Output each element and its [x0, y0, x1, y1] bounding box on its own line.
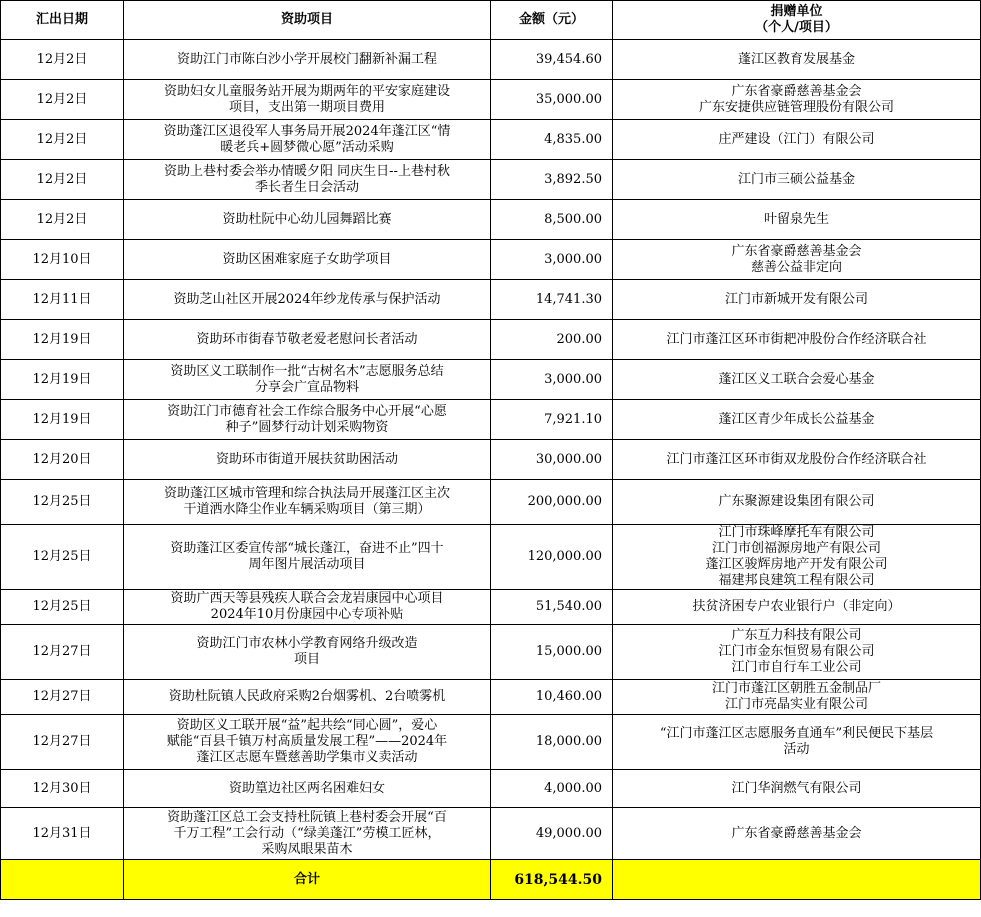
- row-amount: 4,835.00: [491, 120, 613, 160]
- row-date: 12月2日: [1, 160, 124, 200]
- row-date: 12月10日: [1, 240, 124, 280]
- row-project: 资助蓬江区退役军人事务局开展2024年蓬江区“情 暖老兵+圆梦微心愿”活动采购: [124, 120, 491, 160]
- row-donor: 庄严建设（江门）有限公司: [613, 120, 981, 160]
- row-donor: 广东省豪爵慈善基金会: [613, 808, 981, 860]
- row-date: 12月19日: [1, 400, 124, 440]
- row-project: 资助江门市农林小学教育网络升级改造 项目: [124, 625, 491, 680]
- row-project: 资助妇女儿童服务站开展为期两年的平安家庭建设 项目，支出第一期项目费用: [124, 80, 491, 120]
- table-row: [1, 770, 981, 808]
- row-donor: 扶贫济困专户农业银行户（非定向）: [613, 590, 981, 625]
- table-row: [1, 160, 981, 200]
- table-row: [1, 440, 981, 480]
- row-amount: 39,454.60: [491, 40, 613, 80]
- row-date: 12月2日: [1, 40, 124, 80]
- row-project: 资助区困难家庭子女助学项目: [124, 240, 491, 280]
- header-amount: 金额（元）: [491, 1, 613, 40]
- row-project: 资助篁边社区两名困难妇女: [124, 770, 491, 808]
- row-donor: 江门市蓬江区环市街耙冲股份合作经济联合社: [613, 320, 981, 360]
- row-date: 12月27日: [1, 715, 124, 770]
- table-row: [1, 715, 981, 770]
- row-donor: 广东省豪爵慈善基金会 慈善公益非定向: [613, 240, 981, 280]
- row-donor: 广东聚源建设集团有限公司: [613, 480, 981, 525]
- row-project: 资助江门市德育社会工作综合服务中心开展“心愿 种子”圆梦行动计划采购物资: [124, 400, 491, 440]
- row-amount: 51,540.00: [491, 590, 613, 625]
- row-project: 资助蓬江区城市管理和综合执法局开展蓬江区主次 干道洒水降尘作业车辆采购项目（第三期）: [124, 480, 491, 525]
- row-donor: 蓬江区教育发展基金: [613, 40, 981, 80]
- row-project: 资助区义工联制作一批“古树名木”志愿服务总结 分享会广宣品物料: [124, 360, 491, 400]
- header-donor: 捐赠单位 （个人/项目）: [613, 1, 981, 40]
- table-row: [1, 80, 981, 120]
- row-donor: 江门市蓬江区朝胜五金制品厂 江门市亮晶实业有限公司: [613, 680, 981, 715]
- row-donor: 江门市珠峰摩托车有限公司 江门市创福源房地产有限公司 蓬江区骏辉房地产开发有限公司 福建邦良建筑工程有限公司: [613, 525, 981, 590]
- row-amount: 4,000.00: [491, 770, 613, 808]
- row-project: 资助杜阮中心幼儿园舞蹈比赛: [124, 200, 491, 240]
- table-row: [1, 240, 981, 280]
- row-amount: 14,741.30: [491, 280, 613, 320]
- row-date: 12月20日: [1, 440, 124, 480]
- table-row: [1, 320, 981, 360]
- total-label: 合计: [124, 860, 491, 900]
- row-date: 12月25日: [1, 480, 124, 525]
- row-amount: 3,000.00: [491, 240, 613, 280]
- row-date: 12月27日: [1, 680, 124, 715]
- row-amount: 7,921.10: [491, 400, 613, 440]
- row-project: 资助芝山社区开展2024年纱龙传承与保护活动: [124, 280, 491, 320]
- row-project: 资助环市街道开展扶贫助困活动: [124, 440, 491, 480]
- row-amount: 200,000.00: [491, 480, 613, 525]
- header-row: [1, 1, 981, 40]
- row-project: 资助杜阮镇人民政府采购2台烟雾机、2台喷雾机: [124, 680, 491, 715]
- row-date: 12月2日: [1, 80, 124, 120]
- table-row: [1, 480, 981, 525]
- row-amount: 18,000.00: [491, 715, 613, 770]
- row-date: 12月25日: [1, 525, 124, 590]
- row-amount: 120,000.00: [491, 525, 613, 590]
- row-donor: 蓬江区青少年成长公益基金: [613, 400, 981, 440]
- header-date: 汇出日期: [1, 1, 124, 40]
- row-amount: 35,000.00: [491, 80, 613, 120]
- row-date: 12月11日: [1, 280, 124, 320]
- table-row: [1, 120, 981, 160]
- row-project: 资助上巷村委会举办情暖夕阳 同庆生日--上巷村秋 季长者生日会活动: [124, 160, 491, 200]
- table-row: [1, 360, 981, 400]
- table-row: [1, 590, 981, 625]
- row-date: 12月19日: [1, 360, 124, 400]
- row-donor: 广东互力科技有限公司 江门市金东恒贸易有限公司 江门市自行车工业公司: [613, 625, 981, 680]
- table-row: [1, 625, 981, 680]
- row-date: 12月27日: [1, 625, 124, 680]
- table-row: [1, 40, 981, 80]
- total-amount: 618,544.50: [491, 860, 613, 900]
- row-donor: 江门市三硕公益基金: [613, 160, 981, 200]
- row-donor: 蓬江区义工联合会爱心基金: [613, 360, 981, 400]
- row-date: 12月31日: [1, 808, 124, 860]
- row-amount: 3,892.50: [491, 160, 613, 200]
- row-donor: 叶留泉先生: [613, 200, 981, 240]
- row-donor: “江门市蓬江区志愿服务直通车”利民便民下基层 活动: [613, 715, 981, 770]
- total-row: [1, 860, 981, 900]
- table-row: [1, 200, 981, 240]
- total-empty-donor: [613, 860, 981, 900]
- row-project: 资助蓬江区总工会支持杜阮镇上巷村委会开展“百 千万工程”工会行动（“绿美蓬江”劳模工匠林， 采购凤眼果苗木: [124, 808, 491, 860]
- row-date: 12月19日: [1, 320, 124, 360]
- row-amount: 30,000.00: [491, 440, 613, 480]
- row-date: 12月2日: [1, 200, 124, 240]
- row-date: 12月25日: [1, 590, 124, 625]
- row-amount: 8,500.00: [491, 200, 613, 240]
- row-donor: 广东省豪爵慈善基金会 广东安捷供应链管理股份有限公司: [613, 80, 981, 120]
- row-amount: 200.00: [491, 320, 613, 360]
- row-project: 资助环市街春节敬老爱老慰问长者活动: [124, 320, 491, 360]
- row-date: 12月2日: [1, 120, 124, 160]
- row-amount: 10,460.00: [491, 680, 613, 715]
- row-amount: 3,000.00: [491, 360, 613, 400]
- row-project: 资助江门市陈白沙小学开展校门翻新补漏工程: [124, 40, 491, 80]
- row-project: 资助广西天等县残疾人联合会龙岩康园中心项目 2024年10月份康园中心专项补贴: [124, 590, 491, 625]
- row-donor: 江门市蓬江区环市街双龙股份合作经济联合社: [613, 440, 981, 480]
- row-donor: 江门华润燃气有限公司: [613, 770, 981, 808]
- row-date: 12月30日: [1, 770, 124, 808]
- row-amount: 15,000.00: [491, 625, 613, 680]
- header-project: 资助项目: [124, 1, 491, 40]
- table-row: [1, 680, 981, 715]
- row-amount: 49,000.00: [491, 808, 613, 860]
- table-row: [1, 280, 981, 320]
- total-empty-cell: [1, 860, 124, 900]
- row-donor: 江门市新城开发有限公司: [613, 280, 981, 320]
- table-row: [1, 400, 981, 440]
- row-project: 资助蓬江区委宣传部“城长蓬江，奋进不止”四十 周年图片展活动项目: [124, 525, 491, 590]
- table-row: [1, 808, 981, 860]
- table-row: [1, 525, 981, 590]
- row-project: 资助区义工联开展“益”起共绘“同心圆”，爱心 赋能“百县千镇万村高质量发展工程”——2024年 蓬江区志愿车暨慈善助学集市义卖活动: [124, 715, 491, 770]
